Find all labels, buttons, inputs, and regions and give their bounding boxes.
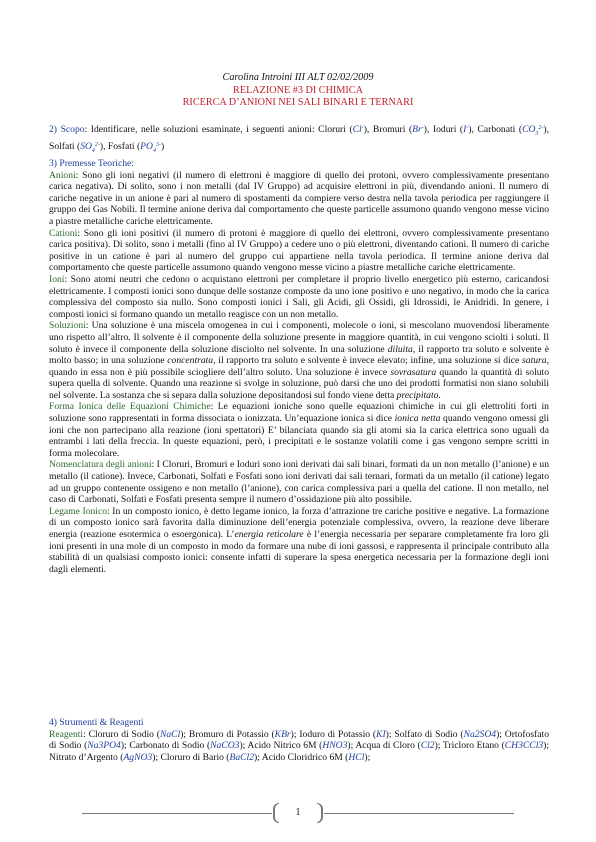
scopo-text: ), Solfati ( <box>49 124 549 152</box>
paragraph-legame-ionico <box>49 506 549 576</box>
term-ionica-netta: ionica netta <box>394 413 441 425</box>
scopo-text: ), Bromuri ( <box>363 124 413 135</box>
scopo-text: ), Fosfati ( <box>99 140 141 152</box>
term-reagenti: Reagenti <box>49 728 84 740</box>
formula-br-charge: - <box>421 125 424 131</box>
term-ioni: Ioni <box>49 273 65 285</box>
reagent-name: Bromuro di Potassio <box>188 728 269 740</box>
reagent-name: Acido Cloridrico 6M <box>261 751 343 763</box>
reagent-formula: KI <box>376 728 386 740</box>
scopo-text: : Identificare, nelle soluzioni esaminate, i seguenti anioni: Cloruri ( <box>84 124 353 135</box>
cationi-text: : Sono gli ioni positivi (il numero di protoni è maggiore di quello dei elettroni, ovvero complessivamente presentano carica positiva). Di solito, sono i metalli (fino al IV Gruppo) a cedere uno o più elettroni, diventando cationi. Il numero di cariche positive in un catione è pari al numero del gruppo cui appartiene nella tavola periodica. Il termine anione deriva dal comportamento che queste particelle assumono quando vengono messe vicino a piastre metalliche cariche elettricamente. <box>49 227 549 274</box>
reagent-name: Nitrato d’Argento <box>49 751 118 763</box>
reagent-formula: Na3PO4 <box>87 740 121 752</box>
term-concentrata: concentrata <box>167 355 214 367</box>
paragraph-ioni <box>49 274 549 320</box>
paragraph-forma-ionica <box>49 401 549 459</box>
term-anioni: Anioni <box>49 169 76 181</box>
term-energia-reticolare: energia reticolare <box>234 529 304 540</box>
scopo-text: ), Ioduri ( <box>423 124 464 135</box>
scopo-paragraph <box>49 124 549 157</box>
reagent-name: Cloruro di Sodio <box>88 728 154 740</box>
formula-po4-base: PO <box>140 140 153 152</box>
section-premesse <box>49 158 549 575</box>
reagent-formula: HNO3 <box>322 740 348 752</box>
reagent-formula: Cl2 <box>420 740 435 752</box>
formula-po4-index: 4 <box>152 147 156 154</box>
formula-co3-index: 3 <box>535 130 539 137</box>
reagent-name: Solfato di Sodio <box>394 728 458 740</box>
reagent-formula: HCl <box>348 751 365 763</box>
footer-bracket-right <box>317 803 323 823</box>
term-legame-ionico: Legame Ionico <box>49 505 108 517</box>
reagent-formula: KBr <box>274 728 291 740</box>
formula-co3-base: CO <box>522 124 536 135</box>
soluzioni-text: . <box>438 389 441 401</box>
soluzioni-text: : Una soluzione è una miscela omogenea in cui i componenti, molecole o ioni, si mescolano muovendosi liberamente uno rispetto all’altro. Il solvente è il componente della soluzione presente in maggiore quantità, in cui vengono sciolti i soluti. Il soluto è invece il componente della soluzione disciolto nel solvente. In una soluzione <box>49 320 549 355</box>
term-sovrasatura: sovrasatura <box>390 366 437 378</box>
paragraph-anioni <box>49 170 549 228</box>
forma-text: : Le equazioni ioniche sono quelle equazioni chimiche in cui gli elettroliti forti in soluzione sono rappresentati in forma dissociata o ionizzata. Un’equazione ionica si dice <box>49 401 549 425</box>
page-number: 1 <box>295 807 301 818</box>
reagent-formula: BaCl2 <box>229 751 255 763</box>
ioni-text: : Sono atomi neutri che cedono o acquistano elettroni per completare il proprio livello energetico più esterno, caricandosi elettricamente. I composti ionici sono dunque delle sostanze composte da uno ione positivo e uno negativo, in modo che la carica complessiva del composto sia nullo. Sono composti ionici i Sali, gli Acidi, gli Ossidi, gli Idrossidi, le Anidridi. In genere, i composti ionici si formano quando un metallo reagisce con un non metallo. <box>49 273 549 320</box>
term-forma-ionica: Forma Ionica delle Equazioni Chimiche <box>49 401 211 413</box>
nomenclatura-text: : I Cloruri, Bromuri e Ioduri sono ioni derivati dai sali binari, formati da un non metallo (l’anione) e un metallo (il catione). Invece, Carbonati, Solfati e Fosfati sono ioni derivati dai sali ternari, formati da un metallo (il catione) legato ad un gruppo contenente ossigeno e non metallo (l’anione), con carica complessiva pari a quella del catione. Il non metallo, nel caso di Carbonati, Solfati e Fosfati presenta sempre il numero d’ossidazione più alto possibile. <box>49 459 549 506</box>
footer-rule-right <box>324 813 514 814</box>
term-satura: satura <box>522 355 547 367</box>
section-scopo <box>49 124 549 157</box>
reagenti-colon: : <box>83 728 89 740</box>
soluzioni-text: , il rapporto tra soluto e solvente è molto basso; in una soluzione <box>49 343 549 367</box>
term-precipitato: precipitato <box>396 389 439 401</box>
legame-text: : In un composto ionico, è detto legame ionico, la forza d’attrazione tre cariche positive e negative. La formazione di un composto ionico sarà favorita dalla diminuzione dell’energia potenziale complessiva, ovvero, la reazione deve liberare energia (reazione esotermica o esoergonica). L’ <box>49 505 549 540</box>
formula-so4-base: SO <box>80 140 92 152</box>
formula-cl-charge: - <box>361 125 364 131</box>
formula-co3-charge: 2- <box>538 125 544 131</box>
author-line: Carolina Introini III ALT 02/02/2009 <box>222 72 374 83</box>
formula-i-charge: - <box>466 125 469 131</box>
report-title: RELAZIONE #3 DI CHIMICA <box>233 84 363 96</box>
formula-br-base: Br <box>412 124 422 135</box>
document-header <box>0 72 596 110</box>
soluzioni-text: , quando in essa non è più possibile sciogliere dell’altro soluto. Una soluzione è invece <box>49 355 549 378</box>
paragraph-nomenclatura <box>49 459 549 505</box>
scopo-title: Scopo <box>60 124 85 135</box>
reagent-name: Ioduro di Potassio <box>299 728 371 740</box>
soluzioni-text: , il rapporto tra soluto e solvente è invece elevato; infine, una soluzione si dice <box>213 355 523 367</box>
scopo-text: ) <box>160 140 165 152</box>
term-diluita: diluita <box>387 343 413 355</box>
forma-text: quando vengono omessi gli ioni che non partecipano alla reazione (ioni spettatori) E’ bilanciata quando sia gli atomi sia la carica elettrica sono uguali da entrambi i lati della freccia. In queste equazioni, però, i precipitati e le sostanze volatili come i gas vengono sempre scritti in forma molecolare. <box>49 413 549 459</box>
reagent-formula: Na2SO4 <box>463 728 497 740</box>
formula-po4-charge: 3- <box>155 141 161 148</box>
reagenti-list: Reagenti: Cloruro di Sodio (NaCl); Bromuro di Potassio (KBr); Ioduro di Potassio (KI); Solfato di Sodio (Na2SO4); Ortofosfato di Sodio (Na3PO4); Carbonato di Sodio (NaCO3); Acido Nitrico 6M (HNO3); Acqua di Cloro (Cl2); Tricloro Etano (CH3CCl3); Nitrato d’Argento (AgNO3); Cloruro di Bario (BaCl2); Acido Cloridrico 6M (HCl); <box>49 728 550 763</box>
page-footer <box>0 802 596 826</box>
strumenti-heading: 4) Strumenti & Reagenti <box>49 717 144 728</box>
reagent-formula: AgNO3 <box>123 751 153 763</box>
footer-rule-left <box>82 813 272 814</box>
formula-br <box>412 124 424 135</box>
term-cationi: Cationi <box>49 227 78 239</box>
reagent-name: Cloruro di Bario <box>160 751 224 763</box>
legame-text: è l’energia necessaria per separare completamente fra loro gli ioni presenti in una mole di un composto in modo da formare una nube di ioni gassosi, e rappresenta il principale contributo alla stabilità di un qualsiasi composto ionici: consente infatti di superare la spesa energetica necessaria per la formazione degli ioni dagli elementi. <box>49 529 550 575</box>
reagent-name: Carbonato di Sodio <box>129 740 205 752</box>
report-subject: RICERCA D’ANIONI NEI SALI BINARI E TERNARI <box>182 97 414 108</box>
term-nomenclatura: Nomenclatura degli anioni <box>49 459 152 471</box>
reagent-name: Acido Nitrico 6M <box>247 740 317 752</box>
formula-cl-base: Cl <box>352 124 362 135</box>
formula-po4 <box>140 141 161 152</box>
reagent-name: Tricloro Etano <box>442 740 499 752</box>
formula-i-base: I <box>463 124 467 135</box>
section-strumenti <box>49 717 549 763</box>
reagent-formula: NaCl <box>159 728 181 740</box>
reagent-name: Acqua di Cloro <box>355 740 415 752</box>
formula-co3 <box>522 124 543 135</box>
reagent-formula: NaCO3 <box>210 740 240 752</box>
formula-cl <box>353 124 364 135</box>
formula-so4 <box>80 141 100 152</box>
formula-so4-index: 4 <box>91 147 95 154</box>
anioni-text: : Sono gli ioni negativi (il numero di elettroni è maggiore di quello dei protoni, ovvero complessivamente presentano carica negativa). Di solito, sono i non metalli (dal IV Gruppo) ad acquisire elettroni in più, divendando anioni. Il numero di cariche negative in un anione è pari al numero di spostamenti da compiere verso destra nella tavola periodica per raggiungere il gruppo dei Gas Nobili. Il termine anione deriva dal comportamento che queste particelle assumono quando vengono messe vicino a piastre metalliche cariche elettricamente. <box>49 169 549 227</box>
reagent-name: Ortofosfato di Sodio <box>49 728 549 752</box>
scopo-number: 2) <box>49 124 57 135</box>
reagent-formula: CH3CCl3 <box>504 740 544 752</box>
paragraph-cationi <box>49 228 549 274</box>
paragraph-soluzioni <box>49 320 549 401</box>
term-soluzioni: Soluzioni <box>49 320 86 332</box>
premesse-heading: 3) Premesse Teoriche: <box>49 158 134 169</box>
formula-so4-charge: 2- <box>94 141 100 148</box>
soluzioni-text: quando la quantità di soluto supera quella di solvente. Quando una reazione si svolge in soluzione, può darsi che uno dei prodotti formatisi non siano solubili nel solvente. La sostanza che si separa dalla soluzione depositandosi sul fondo viene detta <box>49 366 550 401</box>
scopo-text: ), Carbonati ( <box>468 124 523 135</box>
